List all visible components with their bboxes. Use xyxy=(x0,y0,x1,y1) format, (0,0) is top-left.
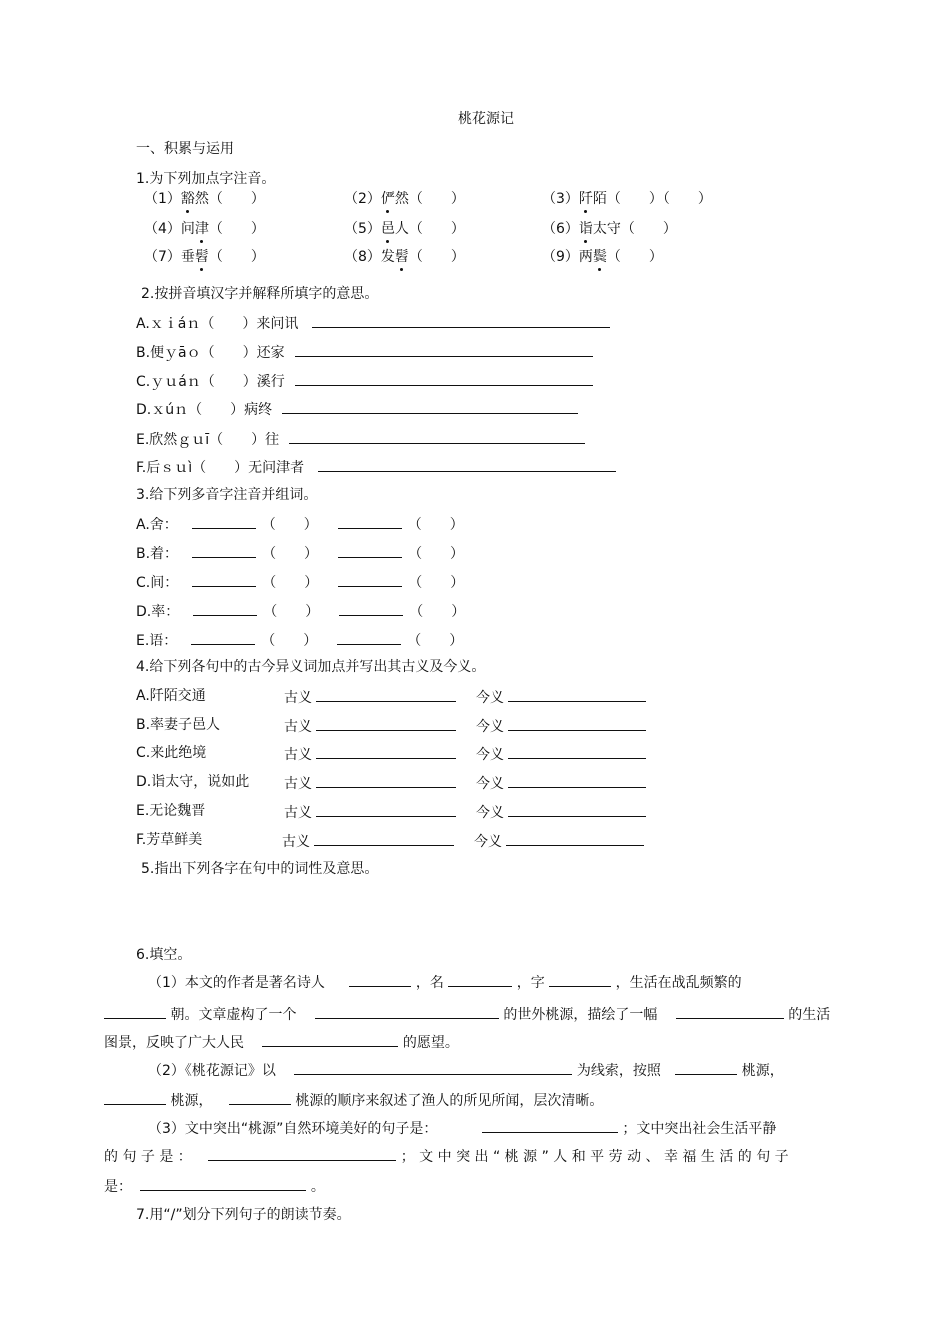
ancient-meaning xyxy=(284,802,456,822)
text: ，名 xyxy=(415,975,444,991)
item-text: 发 xyxy=(380,249,395,265)
modern-label: 今义 xyxy=(476,747,504,763)
q6-p3-line3 xyxy=(104,1176,325,1196)
line-label: B.便ｙāｏ（ ）还家 xyxy=(136,345,285,361)
answer-blank[interactable] xyxy=(316,802,456,817)
paren: （ ） xyxy=(408,575,465,591)
fill-line xyxy=(136,313,610,333)
item-text: 太守（ ） xyxy=(592,221,677,237)
ancient-label: 古义 xyxy=(284,805,312,821)
q6-p1-line1 xyxy=(148,972,742,992)
item-number: （7） xyxy=(144,249,181,265)
modern-label: 今义 xyxy=(474,834,502,850)
fill-line xyxy=(136,371,593,391)
q6-p3-line1 xyxy=(148,1118,776,1138)
line-label: E.语： xyxy=(136,633,178,649)
answer-blank[interactable] xyxy=(676,1004,784,1019)
ancient-label: 古义 xyxy=(284,776,312,792)
text: （1）本文的作者是著名诗人 xyxy=(148,975,325,991)
answer-blank[interactable] xyxy=(316,716,456,731)
ancient-meaning xyxy=(284,687,456,707)
answer-blank[interactable] xyxy=(316,744,456,759)
answer-blank[interactable] xyxy=(675,1060,737,1075)
line-label: A.ｘｉáｎ（ ）来问讯 xyxy=(136,316,299,332)
answer-blank[interactable] xyxy=(448,972,512,987)
answer-blank[interactable] xyxy=(349,972,411,987)
text: ，字 xyxy=(516,975,545,991)
answer-blank[interactable] xyxy=(316,687,456,702)
modern-meaning xyxy=(476,744,646,764)
ancient-label: 古义 xyxy=(282,834,310,850)
phrase-label: F.芳草鲜美 xyxy=(136,832,203,848)
polyphone-line xyxy=(136,572,464,592)
answer-blank[interactable] xyxy=(192,572,256,587)
answer-blank[interactable] xyxy=(295,342,593,357)
answer-blank[interactable] xyxy=(508,716,646,731)
fill-line xyxy=(136,399,578,419)
answer-blank[interactable] xyxy=(506,831,644,846)
modern-label: 今义 xyxy=(476,776,504,792)
item-text: 然（ ） xyxy=(394,191,465,207)
item-text: 然（ ） xyxy=(194,191,265,207)
q6-p3-line2 xyxy=(104,1146,789,1166)
q7-heading: 7.用“/”划分下列句子的朗读节奏。 xyxy=(136,1207,351,1223)
item-text: 问 xyxy=(180,221,195,237)
polyphone-line xyxy=(136,514,464,534)
pinyin-item xyxy=(542,190,712,208)
paren: （ ） xyxy=(409,604,466,620)
paren: （ ） xyxy=(407,633,464,649)
answer-blank[interactable] xyxy=(315,1004,499,1019)
answer-blank[interactable] xyxy=(191,630,255,645)
answer-blank[interactable] xyxy=(549,972,611,987)
modern-meaning xyxy=(476,773,646,793)
pinyin-item xyxy=(344,220,465,238)
q6-p1-line2 xyxy=(104,1004,830,1024)
answer-blank[interactable] xyxy=(104,1004,166,1019)
text: 的生活 xyxy=(788,1007,831,1023)
item-text: （ ） xyxy=(408,249,465,265)
item-text: （ ） xyxy=(208,249,265,265)
ancient-meaning xyxy=(284,744,456,764)
text: 的 句 子 是 ： xyxy=(104,1149,192,1165)
item-number: （1） xyxy=(144,191,181,207)
dotted-character: 鬓 xyxy=(592,249,607,265)
ancient-meaning xyxy=(284,773,456,793)
dotted-character: 髫 xyxy=(394,249,409,265)
text: 图景，反映了广大人民 xyxy=(104,1035,244,1051)
item-number: （3） xyxy=(542,191,579,207)
answer-blank[interactable] xyxy=(339,601,403,616)
paren: （ ） xyxy=(263,604,320,620)
pinyin-item xyxy=(542,220,677,238)
ancient-meaning xyxy=(284,716,456,736)
item-text: 陌（ ）（ ） xyxy=(592,191,712,207)
answer-blank[interactable] xyxy=(229,1090,291,1105)
item-text: 人（ ） xyxy=(394,221,465,237)
q2-heading: 2.按拼音填汉字并解释所填字的意思。 xyxy=(141,286,379,302)
answer-blank[interactable] xyxy=(262,1032,398,1047)
phrase-label: A.阡陌交通 xyxy=(136,688,206,704)
q6-p2-line1 xyxy=(148,1060,784,1080)
pinyin-item xyxy=(144,190,265,208)
line-label: D.ｘúｎ（ ）病终 xyxy=(136,402,273,418)
dotted-character: 邑 xyxy=(380,221,395,237)
answer-blank[interactable] xyxy=(192,543,256,558)
item-text: 两 xyxy=(578,249,593,265)
text: 桃源， xyxy=(741,1063,784,1079)
item-text: 垂 xyxy=(180,249,195,265)
text: ； 文 中 突 出 “ 桃 源 ” 人 和 平 劳 动 、 幸 福 生 活 的 句 子 xyxy=(400,1149,789,1165)
paren: （ ） xyxy=(262,546,319,562)
q5-heading: 5.指出下列各字在句中的词性及意思。 xyxy=(141,861,379,877)
answer-blank[interactable] xyxy=(508,802,646,817)
paren: （ ） xyxy=(262,575,319,591)
item-number: （5） xyxy=(344,221,381,237)
text: （2）《桃花源记》以 xyxy=(148,1063,276,1079)
answer-blank[interactable] xyxy=(338,572,402,587)
page-title: 桃花源记 xyxy=(458,111,514,127)
text: ；文中突出社会生活平静 xyxy=(622,1121,777,1137)
polyphone-line xyxy=(136,630,463,650)
phrase-label: B.率妻子邑人 xyxy=(136,717,221,733)
answer-blank[interactable] xyxy=(314,831,454,846)
pinyin-item xyxy=(144,248,265,266)
answer-blank[interactable] xyxy=(338,543,402,558)
text: ，生活在战乱频繁的 xyxy=(615,975,742,991)
line-label: A.舍： xyxy=(136,517,178,533)
q6-p2-line2 xyxy=(104,1090,603,1110)
line-label: C.间： xyxy=(136,575,179,591)
ancient-label: 古义 xyxy=(284,690,312,706)
modern-meaning xyxy=(476,802,646,822)
phrase-label: E.无论魏晋 xyxy=(136,803,206,819)
item-text: （ ） xyxy=(208,221,265,237)
pinyin-item xyxy=(344,190,465,208)
text: 是： xyxy=(104,1179,132,1195)
q3-heading: 3.给下列多音字注音并组词。 xyxy=(136,487,318,503)
text: 的世外桃源，描绘了一幅 xyxy=(503,1007,658,1023)
ancient-meaning xyxy=(282,831,454,851)
line-label: E.欣然ｇｕī（ ）往 xyxy=(136,432,280,448)
dotted-character: 诣 xyxy=(578,221,593,237)
text: 的愿望。 xyxy=(402,1035,459,1051)
line-label: B.着： xyxy=(136,546,179,562)
answer-blank[interactable] xyxy=(318,457,616,472)
phrase-label: D.诣太守，说如此 xyxy=(136,774,250,790)
item-number: （2） xyxy=(344,191,381,207)
q4-heading: 4.给下列各句中的古今异义词加点并写出其古义及今义。 xyxy=(136,659,486,675)
modern-label: 今义 xyxy=(476,690,504,706)
ancient-label: 古义 xyxy=(284,719,312,735)
answer-blank[interactable] xyxy=(104,1090,166,1105)
ancient-label: 古义 xyxy=(284,747,312,763)
modern-label: 今义 xyxy=(476,805,504,821)
answer-blank[interactable] xyxy=(508,687,646,702)
section-heading: 一、积累与运用 xyxy=(136,141,234,157)
answer-blank[interactable] xyxy=(337,630,401,645)
answer-blank[interactable] xyxy=(508,773,646,788)
answer-blank[interactable] xyxy=(316,773,456,788)
item-number: （6） xyxy=(542,221,579,237)
q6-p1-line3 xyxy=(104,1032,459,1052)
pinyin-item xyxy=(344,248,465,266)
answer-blank[interactable] xyxy=(508,744,646,759)
text: 桃源， xyxy=(170,1093,213,1109)
answer-blank[interactable] xyxy=(312,313,610,328)
paren: （ ） xyxy=(261,517,318,533)
line-label: D.率： xyxy=(136,604,180,620)
dotted-character: 阡 xyxy=(578,191,593,207)
pinyin-item xyxy=(144,220,265,238)
answer-blank[interactable] xyxy=(294,1060,572,1075)
paren: （ ） xyxy=(407,517,464,533)
q1-heading: 1.为下列加点字注音。 xyxy=(136,171,276,187)
item-text: （ ） xyxy=(606,249,663,265)
polyphone-line xyxy=(136,601,465,621)
dotted-character: 豁 xyxy=(180,191,195,207)
line-label: F.后ｓｕì（ ）无问津者 xyxy=(136,460,305,476)
paren: （ ） xyxy=(408,546,465,562)
dotted-character: 俨 xyxy=(380,191,395,207)
answer-blank[interactable] xyxy=(193,601,257,616)
answer-blank[interactable] xyxy=(140,1176,306,1191)
polyphone-line xyxy=(136,543,464,563)
fill-line xyxy=(136,457,616,477)
answer-blank[interactable] xyxy=(192,514,256,529)
text: 为线索，按照 xyxy=(576,1063,661,1079)
item-number: （4） xyxy=(144,221,181,237)
answer-blank[interactable] xyxy=(208,1146,396,1161)
q6-heading: 6.填空。 xyxy=(136,947,192,963)
answer-blank[interactable] xyxy=(295,371,593,386)
text: 桃源的顺序来叙述了渔人的所见所闻，层次清晰。 xyxy=(295,1093,604,1109)
answer-blank[interactable] xyxy=(282,399,578,414)
modern-meaning xyxy=(476,687,646,707)
modern-meaning xyxy=(476,716,646,736)
dotted-character: 髫 xyxy=(194,249,209,265)
phrase-label: C.来此绝境 xyxy=(136,745,207,761)
paren: （ ） xyxy=(261,633,318,649)
pinyin-item xyxy=(542,248,663,266)
item-number: （8） xyxy=(344,249,381,265)
modern-meaning xyxy=(474,831,644,851)
text: 。 xyxy=(310,1179,325,1195)
line-label: C.ｙｕáｎ（ ）溪行 xyxy=(136,374,285,390)
item-number: （9） xyxy=(542,249,579,265)
text: （3）文中突出“桃源”自然环境美好的句子是： xyxy=(148,1121,438,1137)
answer-blank[interactable] xyxy=(482,1118,618,1133)
answer-blank[interactable] xyxy=(289,429,585,444)
modern-label: 今义 xyxy=(476,719,504,735)
fill-line xyxy=(136,429,585,449)
answer-blank[interactable] xyxy=(338,514,402,529)
dotted-character: 津 xyxy=(194,221,209,237)
fill-line xyxy=(136,342,593,362)
text: 朝。文章虚构了一个 xyxy=(170,1007,297,1023)
